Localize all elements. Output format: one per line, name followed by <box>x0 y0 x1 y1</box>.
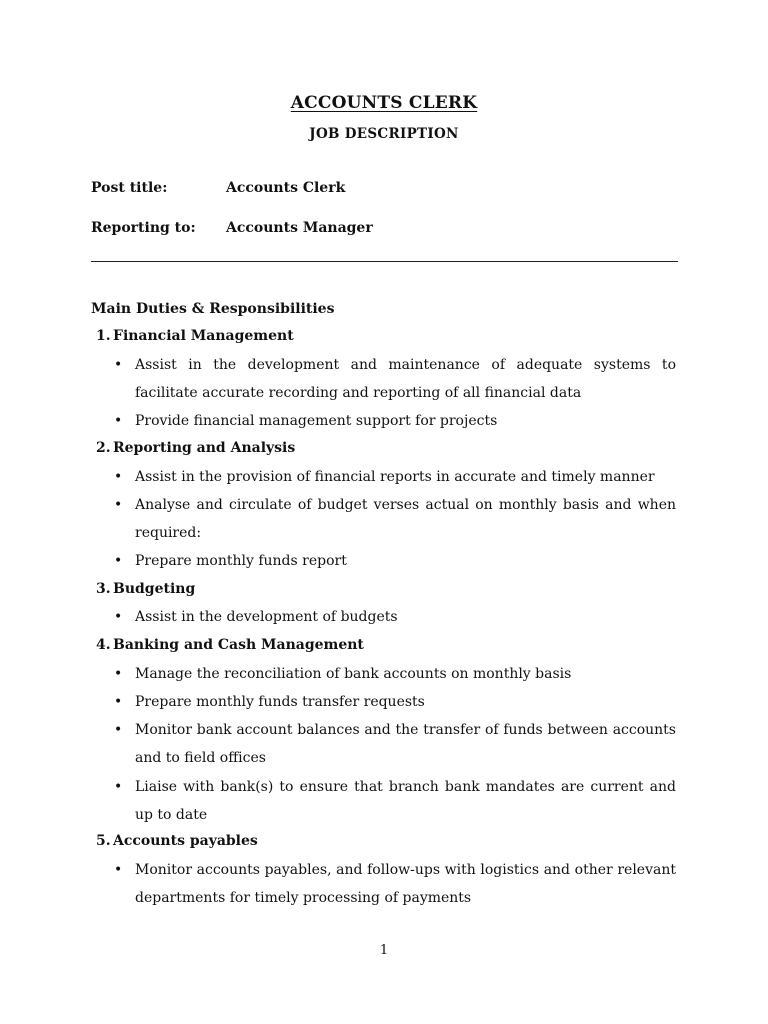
bullet-text: Prepare monthly funds transfer requests <box>135 694 425 710</box>
main-duties-heading: Main Duties & Responsibilities <box>91 301 335 317</box>
bullet-icon: • <box>114 413 123 429</box>
list-item <box>114 547 676 575</box>
bullet-icon: • <box>114 469 123 485</box>
bullet-icon: • <box>114 497 123 513</box>
section-number: 3. <box>96 581 111 597</box>
reporting-to-value: Accounts Manager <box>226 220 373 236</box>
bullet-icon: • <box>114 694 123 710</box>
bullet-text: Analyse and circulate of budget verses actual on monthly basis and when required: <box>135 497 676 541</box>
section-heading <box>96 833 258 849</box>
bullet-icon: • <box>114 722 123 738</box>
bullet-icon: • <box>114 553 123 569</box>
bullet-icon: • <box>114 609 123 625</box>
list-item <box>114 688 676 716</box>
section-title: Budgeting <box>113 581 196 597</box>
bullet-text: Assist in the development of budgets <box>135 609 398 625</box>
section-title: Reporting and Analysis <box>113 440 296 456</box>
section-number: 4. <box>96 637 111 653</box>
section-heading <box>96 440 295 456</box>
list-item <box>114 716 676 772</box>
document-title: ACCOUNTS CLERK <box>290 93 478 113</box>
list-item <box>114 603 676 631</box>
bullet-text: Liaise with bank(s) to ensure that branch bank mandates are current and up to date <box>135 779 676 823</box>
page-number: 1 <box>379 943 389 958</box>
post-title-row <box>91 180 345 196</box>
bullet-icon: • <box>114 666 123 682</box>
section-heading <box>96 328 294 344</box>
section-heading <box>96 581 195 597</box>
section-title: Accounts payables <box>113 833 258 849</box>
section-title: Financial Management <box>113 328 294 344</box>
bullet-text: Manage the reconciliation of bank accounts on monthly basis <box>135 666 572 682</box>
section-number: 1. <box>96 328 111 344</box>
section-heading <box>96 637 364 653</box>
list-item <box>114 491 676 547</box>
list-item <box>114 351 676 407</box>
section-title: Banking and Cash Management <box>113 637 364 653</box>
reporting-to-row <box>91 220 373 236</box>
bullet-icon: • <box>114 357 123 373</box>
reporting-to-label: Reporting to: <box>91 220 196 236</box>
list-item <box>114 660 676 688</box>
section-number: 5. <box>96 833 111 849</box>
bullet-text: Assist in the development and maintenance of adequate systems to facilitate accurate recording and reporting of all financial data <box>135 357 676 401</box>
bullet-icon: • <box>114 779 123 795</box>
post-title-value: Accounts Clerk <box>226 180 346 196</box>
bullet-text: Assist in the provision of financial reports in accurate and timely manner <box>135 469 655 485</box>
list-item <box>114 407 676 435</box>
bullet-icon: • <box>114 862 123 878</box>
list-item <box>114 856 676 912</box>
post-title-label: Post title: <box>91 180 168 196</box>
list-item <box>114 463 676 491</box>
bullet-text: Monitor accounts payables, and follow-ups with logistics and other relevant departments for timely processing of payments <box>135 862 676 906</box>
list-item <box>114 773 676 829</box>
bullet-text: Provide financial management support for projects <box>135 413 498 429</box>
bullet-text: Monitor bank account balances and the transfer of funds between accounts and to field offices <box>135 722 676 766</box>
section-number: 2. <box>96 440 111 456</box>
horizontal-divider <box>91 261 678 262</box>
document-subtitle: JOB DESCRIPTION <box>309 126 459 142</box>
bullet-text: Prepare monthly funds report <box>135 553 347 569</box>
